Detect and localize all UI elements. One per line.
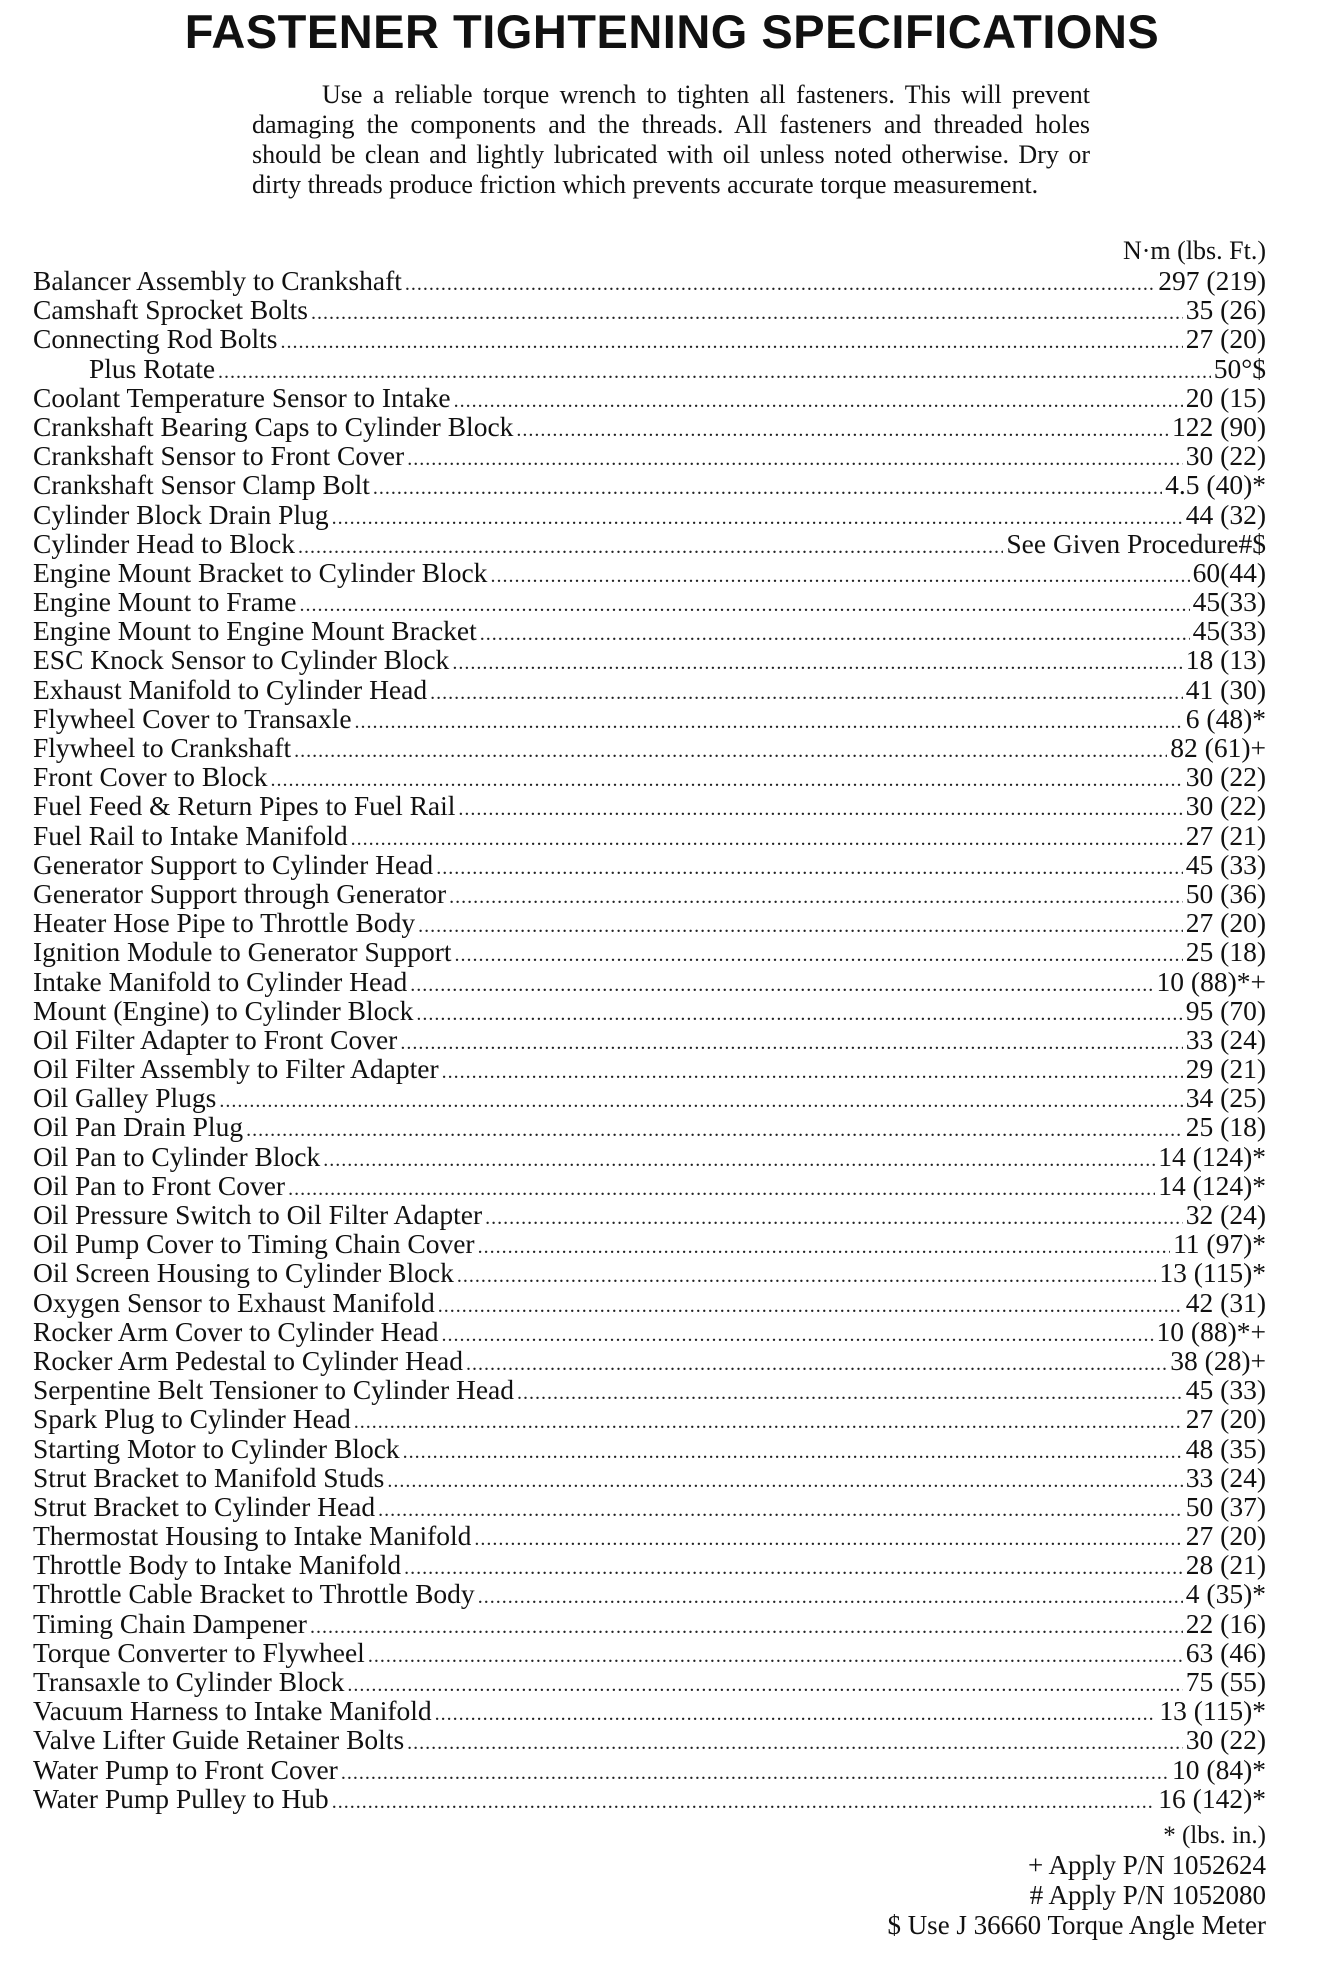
legend-apply-1052624: + Apply P/N 1052624 xyxy=(1027,1850,1266,1880)
spec-row xyxy=(33,1317,1266,1346)
spec-value: 60(44) xyxy=(1192,556,1266,588)
dot-leader xyxy=(442,1321,1154,1350)
spec-name: Engine Mount Bracket to Cylinder Block xyxy=(33,556,488,588)
dot-leader xyxy=(347,1671,1182,1700)
dot-leader xyxy=(378,1496,1183,1525)
spec-row xyxy=(33,1638,1266,1667)
dot-leader xyxy=(478,1583,1183,1612)
spec-row xyxy=(33,616,1266,645)
spec-row xyxy=(33,470,1266,499)
spec-row xyxy=(33,1025,1266,1054)
spec-row xyxy=(33,1755,1266,1784)
dot-leader xyxy=(405,270,1155,299)
spec-value: 13 (115)* xyxy=(1159,1695,1266,1727)
dot-leader xyxy=(516,416,1169,445)
spec-value: 30 (22) xyxy=(1185,790,1266,822)
spec-name: Spark Plug to Cylinder Head xyxy=(33,1403,351,1435)
spec-row xyxy=(33,704,1266,733)
dot-leader xyxy=(430,679,1183,708)
spec-value: 30 (22) xyxy=(1185,1724,1266,1756)
dot-leader xyxy=(332,1788,1156,1817)
dot-leader xyxy=(323,1146,1155,1175)
spec-value: 29 (21) xyxy=(1185,1053,1266,1085)
dot-leader xyxy=(403,1438,1183,1467)
spec-row xyxy=(33,1346,1266,1375)
spec-value: 13 (115)* xyxy=(1159,1257,1266,1289)
spec-row xyxy=(33,1784,1266,1813)
spec-value: 25 (18) xyxy=(1185,936,1266,968)
page-title: FASTENER TIGHTENING SPECIFICATIONS xyxy=(184,5,1160,58)
spec-row xyxy=(33,733,1266,762)
spec-name: Ignition Module to Generator Support xyxy=(33,936,452,968)
spec-list xyxy=(33,266,1266,1813)
spec-value: 33 (24) xyxy=(1185,1023,1266,1055)
spec-value: 41 (30) xyxy=(1185,673,1266,705)
spec-row xyxy=(33,1083,1266,1112)
dot-leader xyxy=(466,1350,1167,1379)
spec-name: Plus Rotate xyxy=(89,352,216,384)
spec-name: Strut Bracket to Manifold Studs xyxy=(33,1461,385,1493)
spec-row xyxy=(33,1171,1266,1200)
spec-value: 14 (124)* xyxy=(1158,1169,1266,1201)
dot-leader xyxy=(407,445,1183,474)
spec-name: Water Pump Pulley to Hub xyxy=(33,1782,329,1814)
spec-value: 32 (24) xyxy=(1185,1199,1266,1230)
spec-value: 35 (26) xyxy=(1185,294,1266,326)
spec-name: Intake Manifold to Cylinder Head xyxy=(33,965,408,997)
dot-leader xyxy=(485,1204,1183,1233)
spec-row xyxy=(33,1200,1266,1229)
spec-value: 42 (31) xyxy=(1185,1286,1266,1318)
spec-row xyxy=(33,1142,1266,1171)
spec-row xyxy=(33,967,1266,996)
dot-leader xyxy=(442,1058,1183,1087)
spec-row xyxy=(33,1667,1266,1696)
spec-row xyxy=(33,1258,1266,1287)
spec-value: 27 (20) xyxy=(1185,1403,1266,1435)
dot-leader xyxy=(311,299,1183,328)
spec-row xyxy=(33,937,1266,966)
unit-header: N·m (lbs. Ft.) xyxy=(1123,236,1266,265)
spec-name: Oil Pressure Switch to Oil Filter Adapter xyxy=(33,1199,483,1230)
spec-name: Torque Converter to Flywheel xyxy=(33,1636,365,1668)
spec-value: 122 (90) xyxy=(1172,410,1266,442)
spec-value: 82 (61)+ xyxy=(1170,732,1266,763)
dot-leader xyxy=(474,1525,1182,1554)
spec-row xyxy=(33,324,1266,353)
spec-name: Throttle Cable Bracket to Throttle Body xyxy=(33,1578,475,1610)
dot-leader xyxy=(452,649,1182,678)
dot-leader xyxy=(354,1408,1183,1437)
dot-leader xyxy=(436,854,1183,883)
spec-name: Oil Filter Assembly to Filter Adapter xyxy=(33,1053,439,1085)
spec-row xyxy=(33,529,1266,558)
spec-row xyxy=(33,1609,1266,1638)
spec-name: Oil Pan to Cylinder Block xyxy=(33,1140,321,1172)
spec-value: 20 (15) xyxy=(1185,381,1266,413)
dot-leader xyxy=(478,1233,1171,1262)
spec-row xyxy=(33,266,1266,295)
dot-leader xyxy=(351,825,1183,854)
spec-name: Transaxle to Cylinder Block xyxy=(33,1666,345,1697)
dot-leader xyxy=(458,795,1182,824)
spec-value: 38 (28)+ xyxy=(1170,1344,1266,1376)
spec-row xyxy=(33,412,1266,441)
dot-leader xyxy=(480,620,1190,649)
spec-name: Heater Hose Pipe to Throttle Body xyxy=(33,907,416,939)
spec-name: Oxygen Sensor to Exhaust Manifold xyxy=(33,1286,435,1318)
spec-name: Oil Filter Adapter to Front Cover xyxy=(33,1023,398,1055)
spec-value: 48 (35) xyxy=(1185,1432,1266,1464)
spec-value: 297 (219) xyxy=(1158,265,1266,296)
dot-leader xyxy=(373,474,1162,503)
spec-row xyxy=(33,1492,1266,1521)
spec-name: Throttle Body to Intake Manifold xyxy=(33,1549,402,1581)
spec-name: Rocker Arm Cover to Cylinder Head xyxy=(33,1315,439,1347)
spec-name: Oil Pan Drain Plug xyxy=(33,1111,244,1143)
spec-value: 10 (88)*+ xyxy=(1156,965,1266,997)
spec-row xyxy=(33,1725,1266,1754)
spec-value: 45(33) xyxy=(1192,586,1266,618)
spec-row xyxy=(33,1229,1266,1258)
spec-value: 22 (16) xyxy=(1185,1607,1266,1639)
dot-leader xyxy=(246,1116,1183,1145)
spec-row xyxy=(33,1696,1266,1725)
spec-value: 28 (21) xyxy=(1185,1549,1266,1581)
spec-row xyxy=(33,879,1266,908)
spec-name: Camshaft Sprocket Bolts xyxy=(33,294,308,326)
spec-name: Generator Support to Cylinder Head xyxy=(33,848,434,880)
spec-row xyxy=(33,1054,1266,1083)
spec-value: 50°$ xyxy=(1213,352,1266,384)
spec-value: 30 (22) xyxy=(1185,761,1266,793)
spec-row xyxy=(33,558,1266,587)
spec-row xyxy=(33,295,1266,324)
spec-value: 25 (18) xyxy=(1185,1111,1266,1143)
spec-value: 27 (20) xyxy=(1185,323,1266,355)
legend-apply-1052080: # Apply P/N 1052080 xyxy=(1029,1880,1266,1910)
spec-value: 10 (84)* xyxy=(1172,1753,1266,1785)
spec-value: 45 (33) xyxy=(1185,1374,1266,1406)
spec-row xyxy=(33,1112,1266,1141)
spec-name: Front Cover to Block xyxy=(33,761,268,793)
spec-name: Crankshaft Bearing Caps to Cylinder Block xyxy=(33,410,514,442)
spec-name: Serpentine Belt Tensioner to Cylinder Head xyxy=(33,1374,514,1406)
spec-value: 10 (88)*+ xyxy=(1156,1315,1266,1347)
legend-lbs-in: * (lbs. in.) xyxy=(1163,1822,1266,1849)
spec-row xyxy=(33,587,1266,616)
dot-leader xyxy=(355,708,1183,737)
spec-name: Connecting Rod Bolts xyxy=(33,323,278,355)
intro-paragraph: Use a reliable torque wrench to tighten all fasteners. This will prevent damaging the components and the threads. All fasteners and threaded holes should be clean and lightly lubricated with oil unless noted otherwise. Dry or dirty threads produce friction which prevents accurate torque measurement. xyxy=(252,80,1090,199)
spec-row xyxy=(33,1404,1266,1433)
spec-value: 27 (21) xyxy=(1185,819,1266,851)
spec-name: Mount (Engine) to Cylinder Block xyxy=(33,994,414,1026)
dot-leader xyxy=(294,737,1167,766)
spec-name: Oil Pump Cover to Timing Chain Cover xyxy=(33,1228,475,1260)
spec-row xyxy=(33,500,1266,529)
spec-value: See Given Procedure#$ xyxy=(1006,527,1266,559)
spec-name: Strut Bracket to Cylinder Head xyxy=(33,1490,376,1522)
spec-name: Balancer Assembly to Crankshaft xyxy=(33,265,402,296)
dot-leader xyxy=(280,328,1182,357)
spec-name: Cylinder Block Drain Plug xyxy=(33,498,329,530)
dot-leader xyxy=(341,1759,1169,1788)
spec-value: 4 (35)* xyxy=(1185,1578,1266,1610)
spec-name: ESC Knock Sensor to Cylinder Block xyxy=(33,644,450,676)
spec-name: Water Pump to Front Cover xyxy=(33,1753,338,1785)
spec-name: Crankshaft Sensor to Front Cover xyxy=(33,440,405,472)
spec-value: 27 (20) xyxy=(1185,1520,1266,1552)
dot-leader xyxy=(435,1700,1157,1729)
spec-name: Valve Lifter Guide Retainer Bolts xyxy=(33,1724,405,1756)
dot-leader xyxy=(517,1379,1183,1408)
spec-name: Engine Mount to Engine Mount Bracket xyxy=(33,615,477,647)
spec-name: Oil Pan to Front Cover xyxy=(33,1169,286,1201)
spec-value: 45(33) xyxy=(1192,615,1266,647)
spec-name: Oil Screen Housing to Cylinder Block xyxy=(33,1257,454,1289)
spec-row xyxy=(33,762,1266,791)
spec-value: 44 (32) xyxy=(1185,498,1266,530)
spec-value: 16 (142)* xyxy=(1158,1782,1266,1814)
dot-leader xyxy=(449,883,1183,912)
spec-name: Oil Galley Plugs xyxy=(33,1082,217,1114)
spec-row xyxy=(33,908,1266,937)
spec-value: 33 (24) xyxy=(1185,1461,1266,1493)
spec-name: Thermostat Housing to Intake Manifold xyxy=(33,1520,472,1552)
spec-row xyxy=(33,1550,1266,1579)
spec-row xyxy=(33,850,1266,879)
spec-row xyxy=(33,996,1266,1025)
dot-leader xyxy=(310,1613,1183,1642)
spec-value: 50 (37) xyxy=(1185,1490,1266,1522)
spec-row xyxy=(33,1434,1266,1463)
spec-row xyxy=(33,1288,1266,1317)
dot-leader xyxy=(368,1642,1183,1671)
dot-leader xyxy=(407,1729,1183,1758)
spec-value: 14 (124)* xyxy=(1158,1140,1266,1172)
spec-value: 50 (36) xyxy=(1185,877,1266,909)
spec-value: 45 (33) xyxy=(1185,848,1266,880)
dot-leader xyxy=(455,941,1183,970)
spec-name: Starting Motor to Cylinder Block xyxy=(33,1432,400,1464)
spec-row xyxy=(33,1579,1266,1608)
legend xyxy=(887,1822,1266,1940)
spec-row xyxy=(33,383,1266,412)
spec-row xyxy=(33,1521,1266,1550)
dot-leader xyxy=(416,1000,1182,1029)
spec-row xyxy=(33,354,1266,383)
spec-name: Exhaust Manifold to Cylinder Head xyxy=(33,673,428,705)
spec-value: 6 (48)* xyxy=(1185,702,1266,734)
spec-name: Flywheel Cover to Transaxle xyxy=(33,702,352,734)
spec-row xyxy=(33,821,1266,850)
spec-name: Cylinder Head to Block xyxy=(33,527,295,559)
dot-leader xyxy=(454,387,1183,416)
dot-leader xyxy=(457,1262,1156,1291)
dot-leader xyxy=(400,1029,1182,1058)
spec-name: Fuel Feed & Return Pipes to Fuel Rail xyxy=(33,790,456,822)
dot-leader xyxy=(404,1554,1183,1583)
spec-value: 27 (20) xyxy=(1185,907,1266,939)
spec-row xyxy=(33,441,1266,470)
spec-row xyxy=(33,645,1266,674)
spec-value: 18 (13) xyxy=(1185,644,1266,676)
spec-name: Flywheel to Crankshaft xyxy=(33,732,292,763)
dot-leader xyxy=(418,912,1183,941)
dot-leader xyxy=(219,1087,1182,1116)
spec-value: 63 (46) xyxy=(1185,1636,1266,1668)
spec-name: Fuel Rail to Intake Manifold xyxy=(33,819,348,851)
spec-name: Engine Mount to Frame xyxy=(33,586,297,618)
dot-leader xyxy=(438,1292,1183,1321)
spec-name: Crankshaft Sensor Clamp Bolt xyxy=(33,469,370,501)
spec-row xyxy=(33,1463,1266,1492)
spec-value: 34 (25) xyxy=(1185,1082,1266,1114)
spec-name: Timing Chain Dampener xyxy=(33,1607,307,1639)
spec-name: Generator Support through Generator xyxy=(33,877,447,909)
spec-value: 75 (55) xyxy=(1185,1666,1266,1697)
spec-name: Rocker Arm Pedestal to Cylinder Head xyxy=(33,1344,463,1376)
legend-torque-angle-meter: $ Use J 36660 Torque Angle Meter xyxy=(887,1910,1266,1940)
dot-leader xyxy=(410,971,1153,1000)
dot-leader xyxy=(387,1467,1182,1496)
spec-value: 4.5 (40)* xyxy=(1165,469,1266,501)
spec-name: Vacuum Harness to Intake Manifold xyxy=(33,1695,432,1727)
spec-row xyxy=(33,675,1266,704)
spec-value: 11 (97)* xyxy=(1173,1228,1266,1260)
spec-row xyxy=(33,791,1266,820)
spec-value: 30 (22) xyxy=(1185,440,1266,472)
spec-value: 95 (70) xyxy=(1185,994,1266,1026)
spec-name: Coolant Temperature Sensor to Intake xyxy=(33,381,451,413)
spec-row xyxy=(33,1375,1266,1404)
dot-leader xyxy=(490,562,1189,591)
